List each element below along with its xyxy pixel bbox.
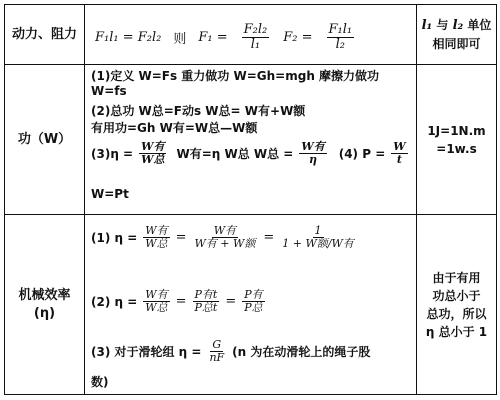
eff1-num1: W有 [145,224,168,237]
f1-fraction [242,23,270,53]
f2-denominator: l₂ [335,37,345,53]
work-formula-cell [85,65,417,215]
table-row [5,215,497,395]
power-num: W [393,140,406,153]
row-label-efficiency [5,215,85,395]
work-line-1: (1)定义 W=Fs 重力做功 W=Gh=mgh 摩擦力做功 [91,69,380,83]
force-note-line2: 相同即可 [432,37,481,52]
eff2-num1: W有 [145,288,168,301]
eff1-frac3 [280,225,356,250]
eff2-den3: P总 [244,301,263,315]
eff1-frac1 [143,225,169,250]
row-label-text: 功（W） [17,131,72,147]
f1-lhs: F₁ = [198,30,228,46]
efficiency-line-1: (1) η = $\frac{\text{W有}}{\text{W总}}$ = $\frac{\text{W有}}{\text{W有 + W额}}$ = $\frac{1}{\text{1 + W额/W有}}$ [91,224,354,251]
w-total-expr: W有=η W总 W总 = [176,147,294,162]
work-note-line2: =1w.s [436,141,477,156]
efficiency-line-3 [91,339,412,364]
note-l2: l₂ [452,17,464,33]
eff1-den2: W有 + W额 [194,237,256,251]
f1-numerator: F₂l₂ [243,22,268,37]
work-line-3: 有用功=Gh W有=W总—W额 [91,121,258,135]
eff3-fraction [207,339,226,364]
lever-law-line [95,23,356,53]
power-lhs: (4) P = [338,146,386,161]
work-line-4 [91,141,412,166]
eff3-num: G [212,338,222,351]
eff3-suffix: (n 为在动滑轮上的绳子股 [232,345,371,360]
power-fraction [391,141,407,166]
note-l1: l₁ [421,17,433,33]
table-row [5,5,497,65]
work-line-2: (2)总功 W总=F动s W总= W有+W额 [91,104,306,118]
efficiency-line-3-tail: 数) [91,375,109,389]
f2-numerator: F₁l₁ [328,22,353,37]
work-note-line1: 1J=1N.m [427,123,486,138]
row-label-text: 动力、阻力 [11,26,77,42]
eff2-prefix: (2) η = [91,294,138,309]
efficiency-note-line3: 总功，所以 [426,306,487,321]
note-mid: 与 [436,17,449,32]
efficiency-formula-cell [85,215,417,395]
efficiency-note-cell [417,215,497,395]
eff2-num2: P有t [194,288,218,301]
row-label-work [5,65,85,215]
eff3-prefix: (3) 对于滑轮组 η = [91,345,202,360]
eff1-prefix: (1) η = [91,230,138,245]
eff2-frac2 [193,289,220,314]
efficiency-note-line2: 功总小于 [432,288,481,303]
efficiency-note-line4: η 总小于 1 [425,324,488,339]
eff2-den1: W总 [145,301,168,315]
f2-lhs: F₂ = [283,30,313,46]
row-label-force [5,5,85,65]
table-row [5,65,497,215]
w-total-num: W有 [301,140,325,153]
then-text: 则 [173,32,187,48]
force-formula-cell [85,5,417,65]
efficiency-label-line1: 机械效率 [18,287,71,303]
power-den: t [396,153,402,167]
eta-def-fraction [139,141,166,166]
formula-table [4,4,497,395]
force-note-cell [417,5,497,65]
eta-def-num: W有 [141,140,165,153]
work-line-1b: W=fs [91,84,127,98]
eff2-den2: P总t [194,301,218,315]
eff3-den: nF [209,351,225,365]
efficiency-note-line1: 由于有用 [432,270,481,285]
w-total-den: η [309,153,318,167]
efficiency-label-line2: (η) [33,305,56,321]
eff1-num2: W有 [213,224,237,237]
efficiency-line-2: (2) η = $\frac{\text{W有}}{\text{W总}}$ = $\frac{\text{P有t}}{\text{P总t}}$ = $\frac{\text{P有}}{\text{P总}}$ [91,288,263,315]
eff1-frac2 [193,225,258,250]
eta-def-den: W总 [141,153,165,167]
f2-fraction [327,23,355,53]
eff2-frac1 [143,289,169,314]
f1-denominator: l₁ [250,37,261,53]
eff1-den1: W总 [145,237,168,251]
eff2-num3: P有 [244,288,263,301]
note-unit: 单位 [467,17,492,32]
w-total-fraction [299,141,326,166]
work-note-cell [417,65,497,215]
eta-def-lhs: (3)η = [91,146,134,161]
lever-law: F₁l₁ = F₂l₂ [95,30,162,46]
force-note-line1 [417,16,496,36]
eff1-num3: 1 [314,224,322,237]
work-line-5: W=Pt [91,187,129,201]
eff2-frac3 [242,289,264,314]
eff1-den3: 1 + W额/W有 [282,237,354,251]
